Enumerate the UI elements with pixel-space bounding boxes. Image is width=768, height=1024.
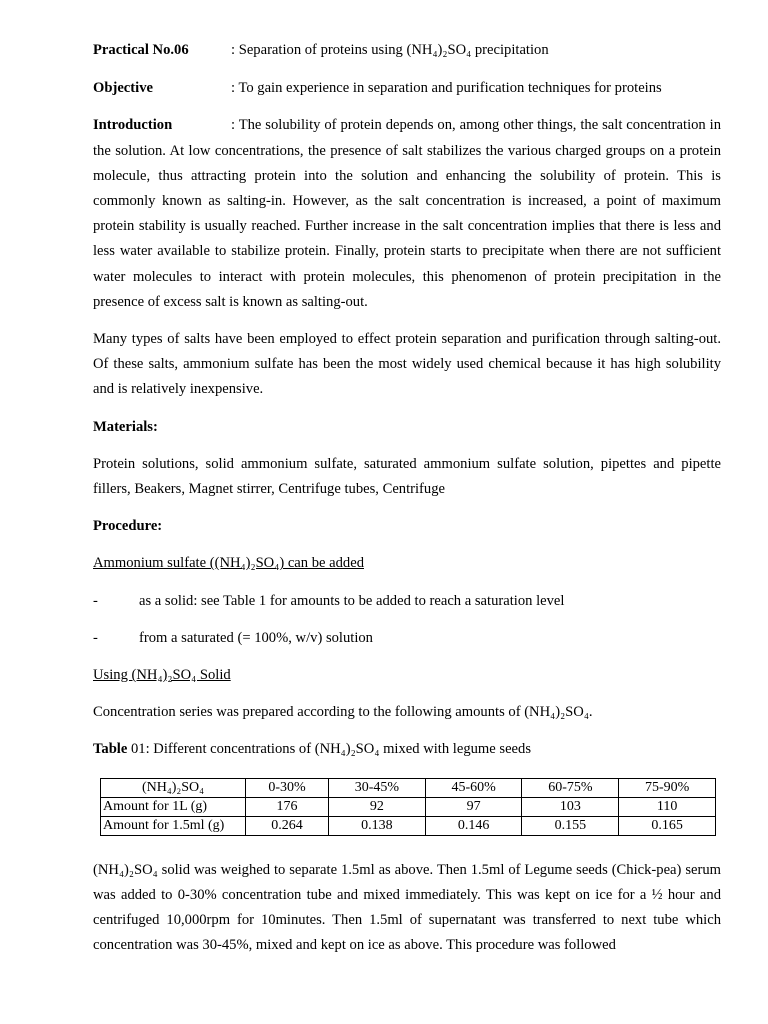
table-caption-text: 01: Different concentrations of (NH₄)₂SO₄ mixed with legume seeds (127, 741, 532, 758)
materials-heading: Materials: (93, 418, 158, 435)
series-text: Concentration series was prepared according to the following amounts of (NH₄)₂SO₄. (93, 704, 593, 721)
table-header-cell: 60-75% (522, 778, 619, 797)
procedure-subheading-solid: Using (NH₄)₂SO₄ Solid (93, 667, 231, 684)
procedure-paragraph: (NH₄)₂SO₄ solid was weighed to separate 1.5ml as above. Then 1.5ml of Legume seeds (Chick-pea) serum was added to 0-30% concentration tube and mixed immediately. This was kept on ice for a ½ hour and centrifuged 10,000rpm for 10minutes. Then 1.5ml of supernatant was transferred to next tube which concentration was 30-45%, mixed and kept on ice as above. This procedure was followed (93, 861, 721, 954)
table-header-cell: 45-60% (425, 778, 522, 797)
table-caption (93, 737, 721, 762)
bullet-item (93, 589, 721, 614)
table-header-cell: 30-45% (329, 778, 426, 797)
table-row (101, 797, 716, 816)
table-header-row (101, 778, 716, 797)
objective-line (93, 76, 721, 101)
table-cell: 103 (522, 797, 619, 816)
table-caption-label: Table (93, 741, 128, 758)
table-cell: 97 (425, 797, 522, 816)
table-header-cell: 0-30% (246, 778, 329, 797)
materials-text: Protein solutions, solid ammonium sulfate, saturated ammonium sulfate solution, pipettes and pipette fillers, Beakers, Magnet stirrer, Centrifuge tubes, Centrifuge (93, 455, 721, 498)
practical-line (93, 38, 721, 63)
table-row-label: Amount for 1.5ml (g) (101, 816, 246, 835)
bullet-dash: - (93, 629, 98, 646)
table-cell: 176 (246, 797, 329, 816)
table-row (101, 816, 716, 835)
table-cell: 0.138 (329, 816, 426, 835)
introduction-text: : The solubility of protein depends on, among other things, the salt concentration in the solution. At low concentrations, the presence of salt stabilizes the various charged groups on a protein molecule, thus attracting protein into the solution and enhancing the solubility of protein. This is commonly known as salting-in. However, as the salt concentration is increased, a point of maximum protein stability is usually reached. Further increase in the salt concentration implies that there is less and less water available to stabilize protein. Finally, protein starts to precipitate when there are not sufficient water molecules to interact with protein molecules, this phenomenon of protein precipitation in the presence of excess salt is known as salting-out. (93, 117, 721, 310)
table-cell: 0.264 (246, 816, 329, 835)
practical-title: : Separation of proteins using (NH₄)₂SO₄ precipitation (231, 42, 549, 58)
table-cell: 0.155 (522, 816, 619, 835)
salts-paragraph: Many types of salts have been employed to effect protein separation and purification through salting-out. Of these salts, ammonium sulfate has been the most widely used chemical because it has high solubility and is relatively inexpensive. (93, 331, 721, 398)
practical-label: Practical No.06 (93, 42, 189, 58)
bullet-text: from a saturated (= 100%, w/v) solution (139, 629, 373, 646)
procedure-subheading-added: Ammonium sulfate ((NH₄)₂SO₄) can be added (93, 555, 364, 572)
procedure-heading: Procedure: (93, 518, 163, 535)
bullet-item (93, 626, 721, 651)
document-body (93, 38, 721, 958)
introduction-paragraph (93, 113, 721, 315)
table-cell: 110 (619, 797, 716, 816)
bullet-text: as a solid: see Table 1 for amounts to be added to reach a saturation level (139, 592, 565, 609)
table-header-cell: 75-90% (619, 778, 716, 797)
table-cell: 0.146 (425, 816, 522, 835)
table-row-label: Amount for 1L (g) (101, 797, 246, 816)
table-cell: 0.165 (619, 816, 716, 835)
bullet-dash: - (93, 592, 98, 609)
objective-label: Objective (93, 80, 153, 97)
concentration-table (100, 778, 716, 836)
objective-text: : To gain experience in separation and purification techniques for proteins (231, 80, 662, 97)
table-header-cell: (NH₄)₂SO₄ (101, 778, 246, 797)
introduction-label: Introduction (93, 117, 173, 134)
table-cell: 92 (329, 797, 426, 816)
